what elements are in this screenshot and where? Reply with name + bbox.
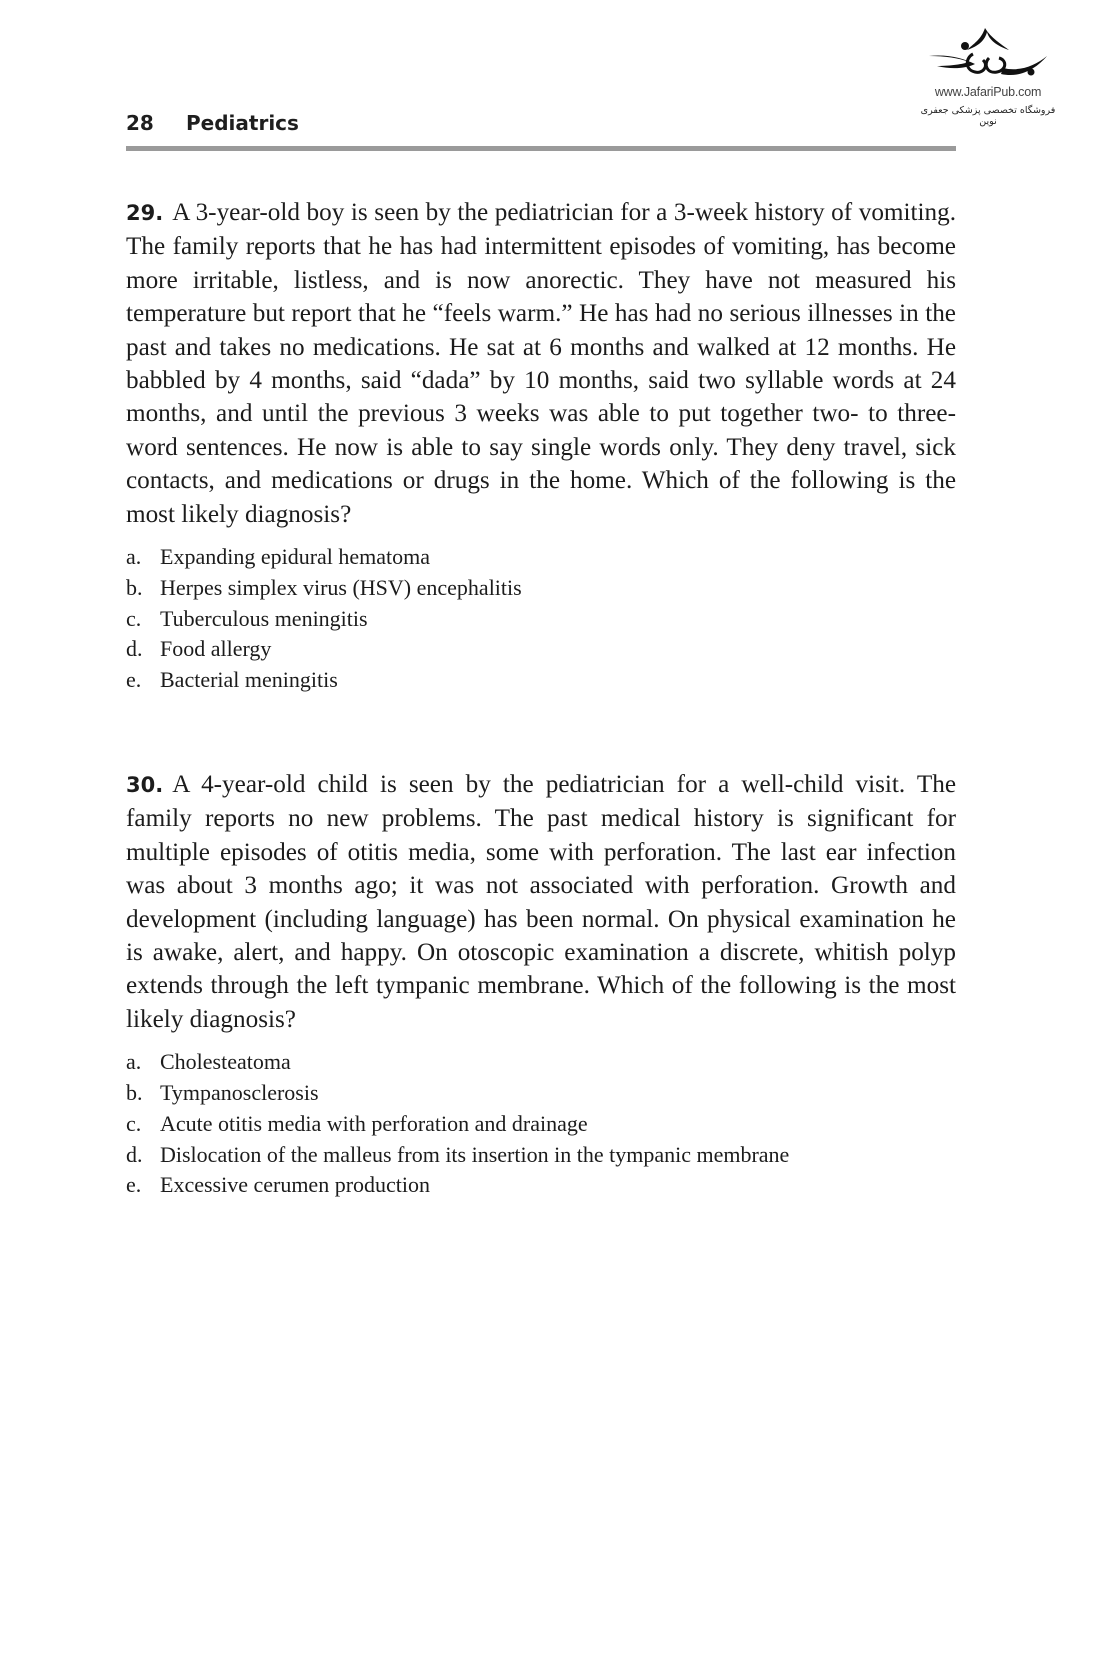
question-text: A 4-year-old child is seen by the pediatrician for a well-child visit. The family reports no new problems. The past medical history is significant for multiple episodes of otitis media, some with perforation. The last ear infection was about 3 months ago; it was not associated with perforation. Growth and development (including language) has been normal. On physical examination he is awake, alert, and happy. On otoscopic examination a discrete, whitish polyp extends through the left tympanic membrane. Which of the following is the most likely diagnosis? xyxy=(126,771,956,1033)
answer-option xyxy=(126,573,956,604)
publisher-url: www.JafariPub.com xyxy=(934,85,1042,99)
answer-option xyxy=(126,1109,956,1140)
answer-option xyxy=(126,1140,956,1171)
option-letter: e. xyxy=(126,667,142,693)
option-letter: b. xyxy=(126,1080,143,1106)
option-letter: c. xyxy=(126,605,142,631)
option-letter: e. xyxy=(126,1172,142,1198)
running-head xyxy=(126,111,299,135)
answer-option xyxy=(126,665,956,696)
option-text: Excessive cerumen production xyxy=(160,1172,431,1198)
option-letter: a. xyxy=(126,544,142,570)
option-text: Food allergy xyxy=(160,636,272,662)
option-text: Tuberculous meningitis xyxy=(160,605,368,631)
answer-option xyxy=(126,634,956,665)
question-stem xyxy=(126,196,956,531)
option-text: Herpes simplex virus (HSV) encephalitis xyxy=(160,574,522,600)
option-text: Bacterial meningitis xyxy=(160,667,338,693)
option-letter: d. xyxy=(126,636,143,662)
option-text: Acute otitis media with perforation and drainage xyxy=(160,1110,588,1136)
answer-option xyxy=(126,542,956,573)
header-rule xyxy=(126,146,956,151)
question-number: 30. xyxy=(126,773,164,797)
answer-options xyxy=(126,542,956,696)
answer-option xyxy=(126,1047,956,1078)
option-text: Dislocation of the malleus from its insertion in the tympanic membrane xyxy=(160,1141,790,1167)
question-text: A 3-year-old boy is seen by the pediatrician for a 3-week history of vomiting. The family reports that he has had intermittent episodes of vomiting, has become more irritable, listless, and is now anorectic. They have not measured his temperature but report that he “feels warm.” He has had no serious illnesses in the past and takes no medications. He sat at 6 months and walked at 12 months. He babbled by 4 months, said “dada” by 10 months, said two syllable words at 24 months, and until the previous 3 weeks was able to put together two- to three-word sentences. He now is able to say single words only. They deny travel, sick contacts, and medications or drugs in the home. Which of the following is the most likely diagnosis? xyxy=(126,199,956,528)
option-letter: a. xyxy=(126,1049,142,1075)
question-30 xyxy=(126,768,956,1201)
answer-option xyxy=(126,1170,956,1201)
calligraphy-logo-icon xyxy=(923,24,1053,84)
option-text: Cholesteatoma xyxy=(160,1049,291,1075)
question-stem xyxy=(126,768,956,1036)
question-29 xyxy=(126,196,956,696)
question-number: 29. xyxy=(126,201,164,225)
option-letter: d. xyxy=(126,1141,143,1167)
option-text: Expanding epidural hematoma xyxy=(160,544,431,570)
option-letter: b. xyxy=(126,574,143,600)
answer-options xyxy=(126,1047,956,1201)
publisher-watermark xyxy=(918,24,1058,127)
answer-option xyxy=(126,1078,956,1109)
option-text: Tympanosclerosis xyxy=(160,1080,319,1106)
page-number: 28 xyxy=(126,111,154,135)
answer-option xyxy=(126,604,956,635)
option-letter: c. xyxy=(126,1110,142,1136)
chapter-title: Pediatrics xyxy=(186,111,299,135)
publisher-tagline: فروشگاه تخصصی پزشکی جعفری نوین xyxy=(920,105,1056,127)
